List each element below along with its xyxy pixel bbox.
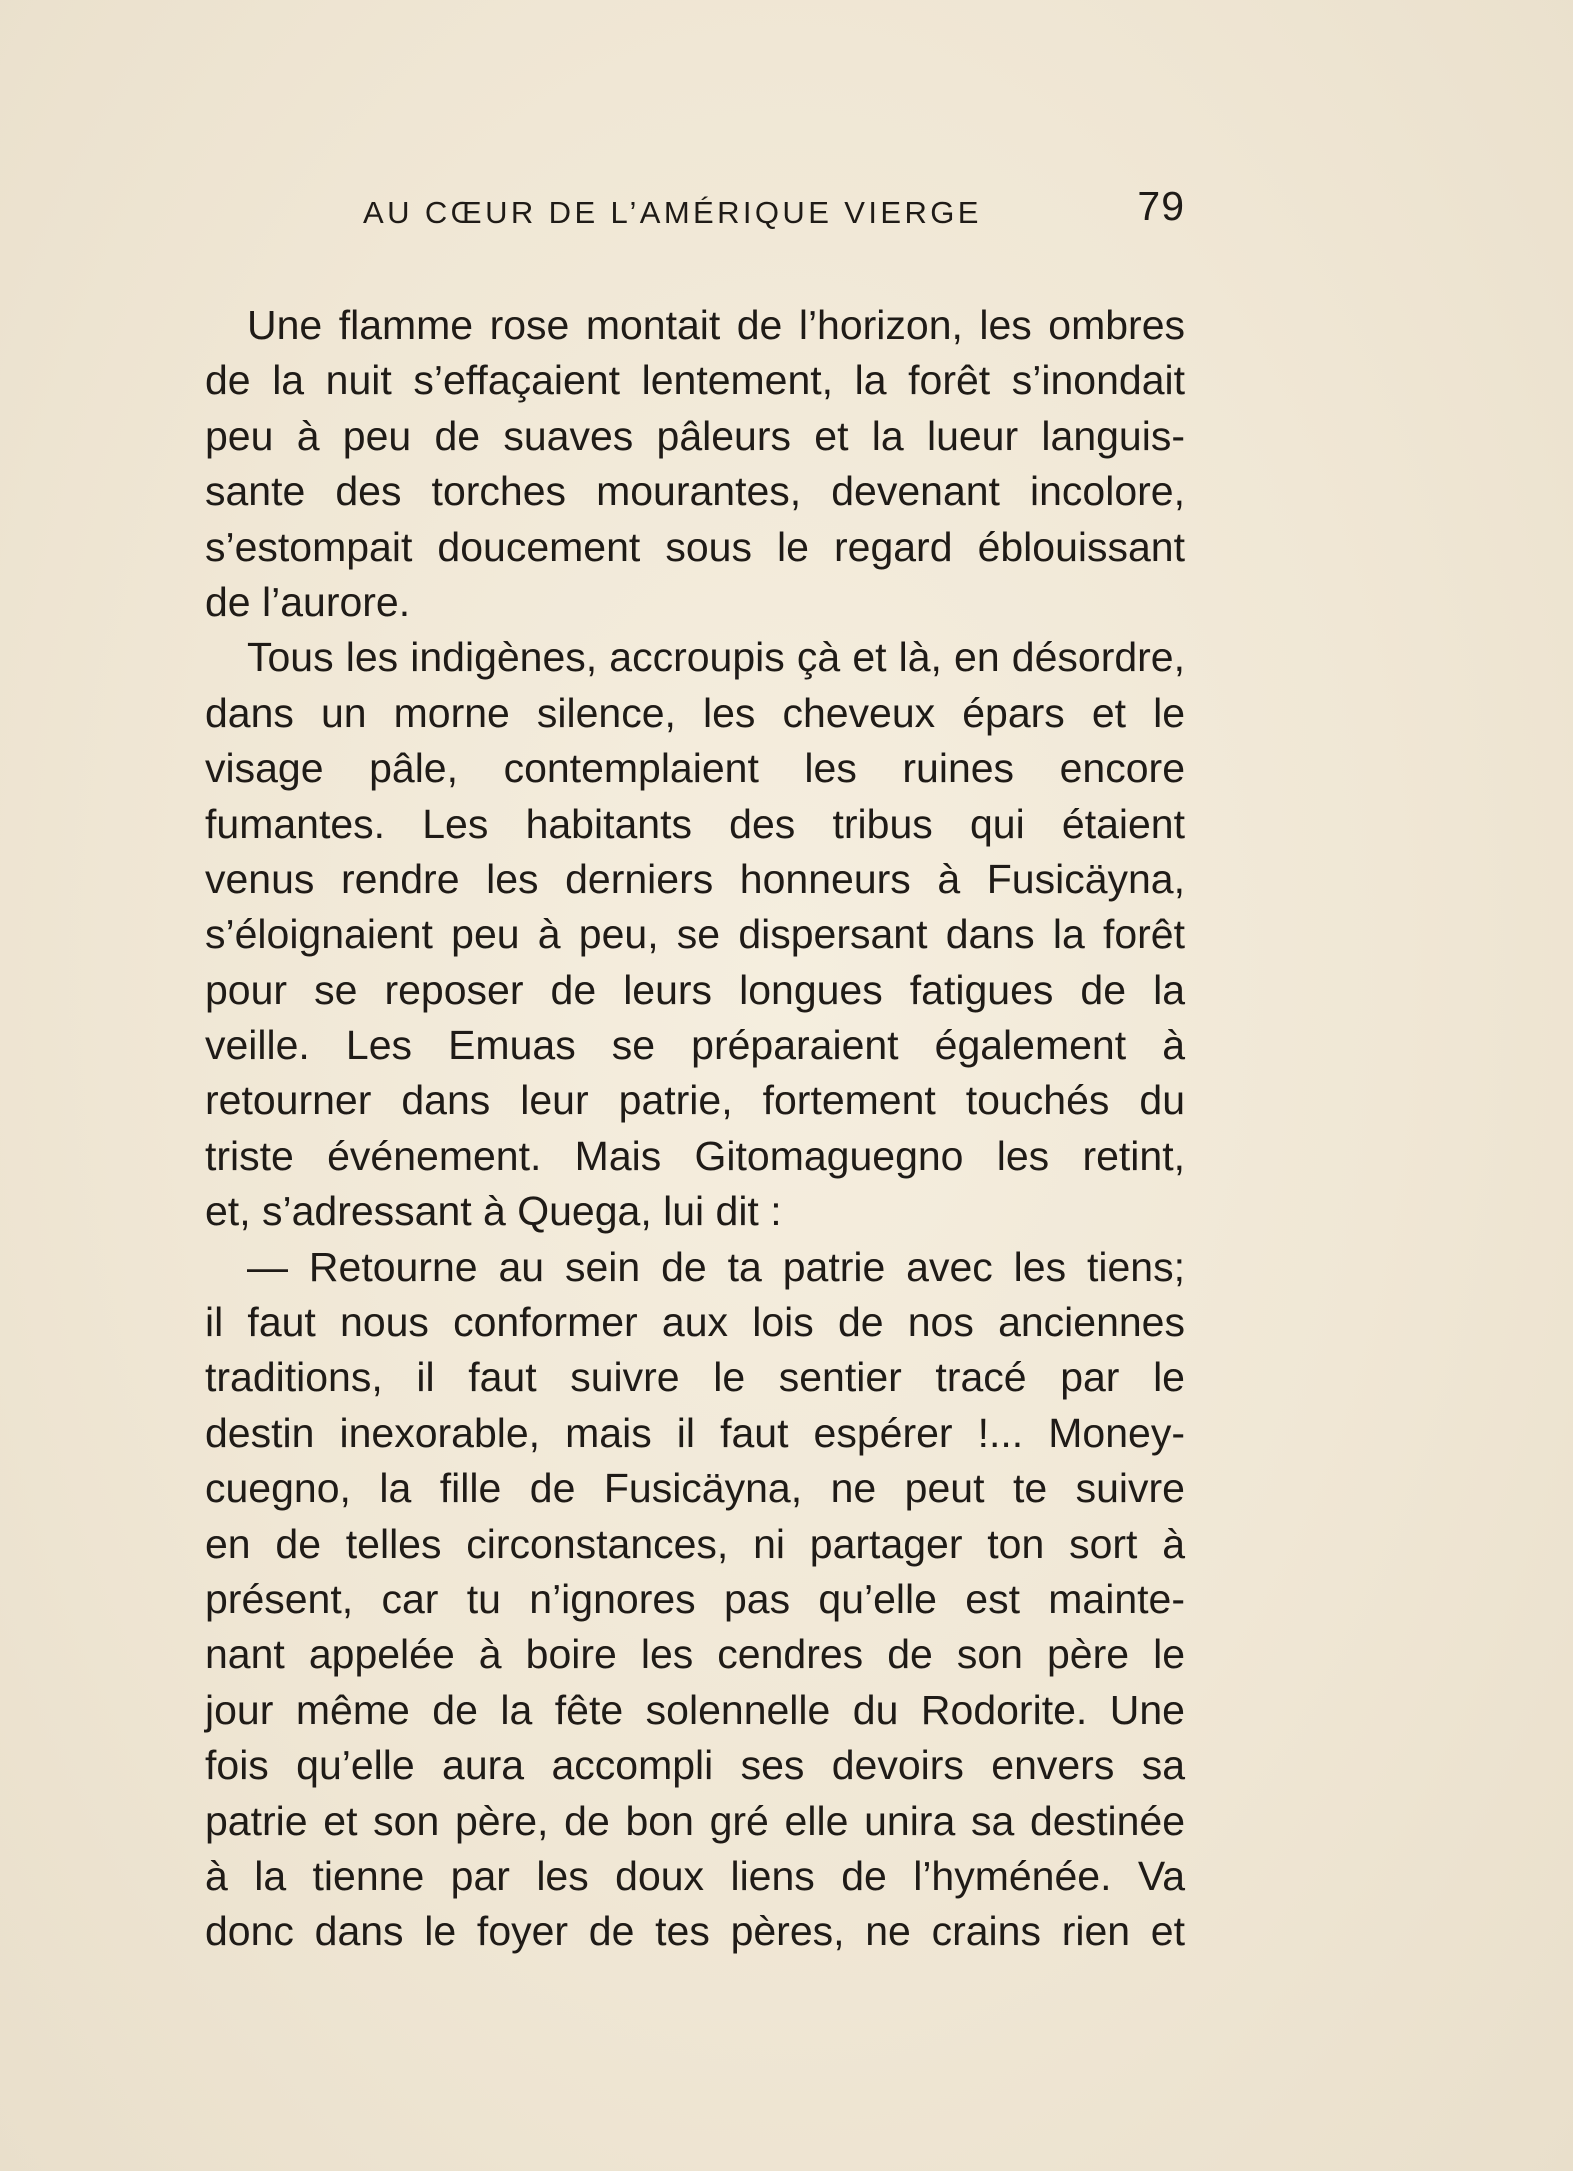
text-line: peu à peu de suaves pâleurs et la lueur languis- [205,412,1185,459]
text-line: cuegno, la fille de Fusicäyna, ne peut te suivre [205,1465,1185,1512]
text-line: fois qu’elle aura accompli ses devoirs envers sa [205,1742,1185,1789]
text-line: jour même de la fête solennelle du Rodorite. Une [205,1686,1185,1733]
text-line: de la nuit s’effaçaient lentement, la forêt s’inondait [205,357,1185,404]
text-line: présent, car tu n’ignores pas qu’elle est mainte- [205,1575,1185,1622]
text-line: traditions, il faut suivre le sentier tracé par le [205,1354,1185,1401]
body-text [205,298,1185,1960]
text-line: Tous les indigènes, accroupis çà et là, en désordre, [247,634,1185,681]
text-line: dans un morne silence, les cheveux épars et le [205,689,1185,736]
text-line: pour se reposer de leurs longues fatigues de la [205,966,1185,1013]
text-line: retourner dans leur patrie, fortement touchés du [205,1077,1185,1124]
paragraph [205,1240,1185,1960]
text-line: sante des torches mourantes, devenant incolore, [205,468,1185,515]
text-line: de l’aurore. [205,578,411,625]
text-line: patrie et son père, de bon gré elle unira sa destinée [205,1797,1185,1844]
text-line: triste événement. Mais Gitomaguegno les retint, [205,1132,1185,1179]
text-line: en de telles circonstances, ni partager ton sort à [205,1520,1185,1567]
text-line: s’estompait doucement sous le regard éblouissant [205,523,1185,570]
text-line: destin inexorable, mais il faut espérer !... Money- [205,1409,1185,1456]
running-title: AU CŒUR DE L’AMÉRIQUE VIERGE [363,195,982,230]
text-line: à la tienne par les doux liens de l’hyménée. Va [205,1852,1185,1899]
text-line: nant appelée à boire les cendres de son père le [205,1631,1185,1678]
text-line: donc dans le foyer de tes pères, ne crains rien et [205,1908,1185,1955]
paragraph [205,630,1185,1239]
running-head [205,182,1185,242]
paragraph [205,298,1185,630]
text-line: Une flamme rose montait de l’horizon, les ombres [247,302,1185,348]
text-line: venus rendre les derniers honneurs à Fusicäyna, [205,855,1185,902]
text-line: veille. Les Emuas se préparaient également à [205,1022,1185,1069]
text-line: visage pâle, contemplaient les ruines encore [205,745,1185,792]
text-line: et, s’adressant à Quega, lui dit : [205,1188,782,1235]
text-line: il faut nous conformer aux lois de nos anciennes [205,1299,1185,1346]
text-line: s’éloignaient peu à peu, se dispersant dans la forêt [205,911,1185,958]
page-number: 79 [1137,183,1185,229]
text-line: — Retourne au sein de ta patrie avec les tiens; [247,1243,1185,1290]
text-line: fumantes. Les habitants des tribus qui étaient [205,800,1185,847]
